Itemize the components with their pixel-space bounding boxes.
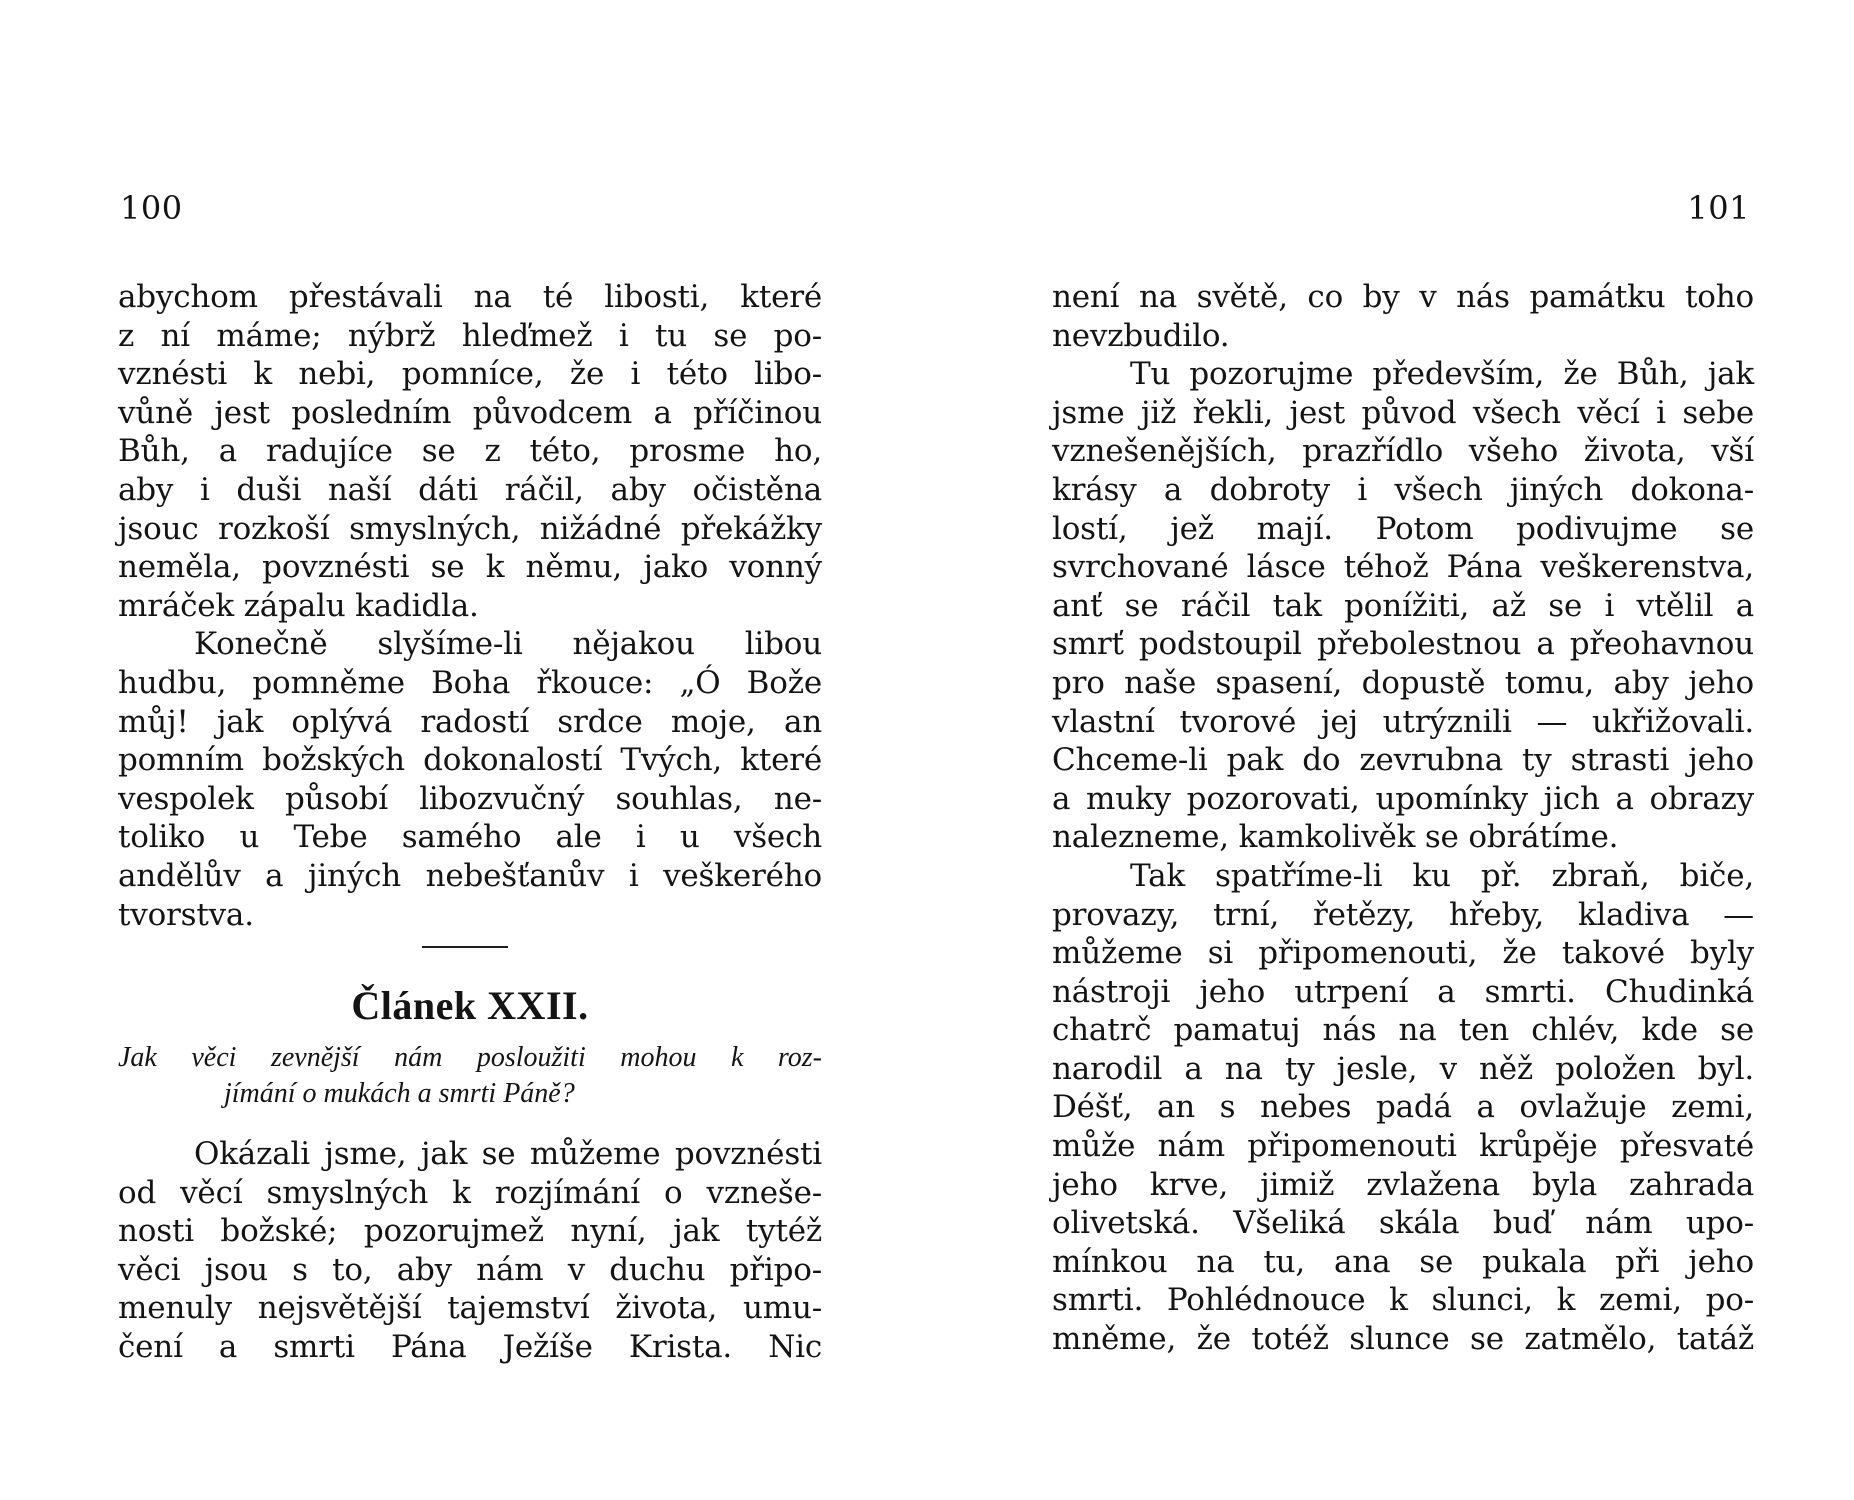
text-line: svrchované lásce téhož Pána veškerenstva, <box>1052 549 1754 586</box>
text-line: mráček zápalu kadidla. <box>118 587 479 624</box>
text-line: nalezneme, kamkolivěk se obrátíme. <box>1052 819 1619 856</box>
text-line: od věcí smyslných k rozjímání o vzneše- <box>118 1174 822 1211</box>
text-line: nevzbudilo. <box>1052 317 1230 354</box>
text-line: hudbu, pomněme Boha řkouce: „Ó Bože <box>118 664 822 701</box>
text-line: z ní máme; nýbrž hleďmež i tu se po- <box>118 317 822 354</box>
text-line: Tu pozorujme především, že Bůh, jak <box>1130 356 1754 393</box>
text-line: mínkou na tu, ana se pukala při jeho <box>1052 1243 1754 1280</box>
text-line: chatrč pamatuj nás na ten chlév, kde se <box>1052 1012 1754 1049</box>
text-line: jeho krve, jimiž zvlažena byla zahrada <box>1052 1166 1754 1203</box>
text-line: Okázali jsme, jak se můžeme povznésti <box>194 1136 822 1172</box>
text-line: Konečně slyšíme-li nějakou libou <box>194 626 822 663</box>
text-line: Déšť, an s nebes padá a ovlažuje zemi, <box>1052 1089 1754 1126</box>
text-line: menuly nejsvětější tajemství života, umu- <box>118 1290 822 1327</box>
subtitle-line: jímání o mukách a smrti Páně? <box>224 1078 575 1109</box>
text-line: není na světě, co by v nás památku toho <box>1052 279 1754 315</box>
text-line: krásy a dobroty i všech jiných dokona- <box>1052 471 1754 508</box>
text-line: věci jsou s to, aby nám v duchu připo- <box>118 1251 822 1288</box>
text-line: aby i duši naší dáti ráčil, aby očistěna <box>118 471 822 508</box>
text-line: vespolek působí libozvučný souhlas, ne- <box>118 780 822 817</box>
left-page <box>118 0 822 1500</box>
section-separator <box>422 946 508 948</box>
subtitle-line: Jak věci zevnější nám posloužiti mohou k roz- <box>118 1042 822 1073</box>
left-text-after <box>118 1135 822 1367</box>
right-text <box>1052 278 1754 1359</box>
text-line: vznešenějších, prazřídlo všeho života, vší <box>1052 433 1754 470</box>
text-line: neměla, povznésti se k němu, jako vonný <box>118 549 822 586</box>
text-line: čení a smrti Pána Ježíše Krista. Nic <box>118 1328 822 1365</box>
text-line: můj! jak oplývá radostí srdce moje, an <box>118 703 822 740</box>
text-line: toliko u Tebe samého ale i u všech <box>118 819 822 856</box>
left-text-before <box>118 278 822 934</box>
text-line: pro naše spasení, dopustě tomu, aby jeho <box>1052 664 1754 701</box>
right-page <box>1052 0 1754 1500</box>
text-line: olivetská. Všeliká skála buď nám upo- <box>1052 1205 1754 1242</box>
text-line: můžeme si připomenouti, že takové byly <box>1052 935 1754 972</box>
text-line: nosti božské; pozorujmež nyní, jak tytéž <box>118 1213 822 1250</box>
text-line: Chceme-li pak do zevrubna ty strasti jeho <box>1052 742 1754 779</box>
text-line: vůně jest posledním původcem a příčinou <box>118 394 822 431</box>
text-line: jsme již řekli, jest původ všech věcí i sebe <box>1052 394 1754 431</box>
article-heading: Článek XXII. <box>351 983 589 1028</box>
article-subtitle <box>118 1040 822 1112</box>
text-line: smrti. Pohlédnouce k slunci, k zemi, po- <box>1052 1282 1754 1319</box>
text-line: může nám připomenouti krůpěje přesvaté <box>1052 1128 1754 1165</box>
text-line: vlastní tvorové jej utrýznili — ukřižovali. <box>1052 703 1754 740</box>
text-line: narodil a na ty jesle, v něž položen byl. <box>1052 1050 1754 1087</box>
text-line: andělův a jiných nebešťanův i veškerého <box>118 857 822 894</box>
text-line: Tak spatříme-li ku př. zbraň, biče, <box>1130 857 1754 894</box>
text-line: Bůh, a radujíce se z této, prosme ho, <box>118 433 822 470</box>
text-line: smrť podstoupil přebolestnou a přeohavnou <box>1052 626 1754 663</box>
page-number-right: 101 <box>1687 189 1750 227</box>
text-line: mněme, že totéž slunce se zatmělo, tatáž <box>1052 1321 1754 1358</box>
text-line: jsouc rozkoší smyslných, nižádné překážky <box>118 510 822 547</box>
text-line: lostí, jež mají. Potom podivujme se <box>1052 510 1754 547</box>
text-line: anť se ráčil tak ponížiti, až se i vtělil a <box>1052 587 1754 624</box>
page-number-left: 100 <box>120 189 183 227</box>
text-line: vznésti k nebi, pomníce, že i této libo- <box>118 356 822 393</box>
text-line: nástroji jeho utrpení a smrti. Chudinká <box>1052 973 1754 1010</box>
text-line: a muky pozorovati, upomínky jich a obrazy <box>1052 780 1754 817</box>
text-line: provazy, trní, řetězy, hřeby, kladiva — <box>1052 896 1754 933</box>
text-line: abychom přestávali na té libosti, které <box>118 279 822 315</box>
text-line: pomním božských dokonalostí Tvých, které <box>118 742 822 779</box>
text-line: tvorstva. <box>118 896 254 933</box>
